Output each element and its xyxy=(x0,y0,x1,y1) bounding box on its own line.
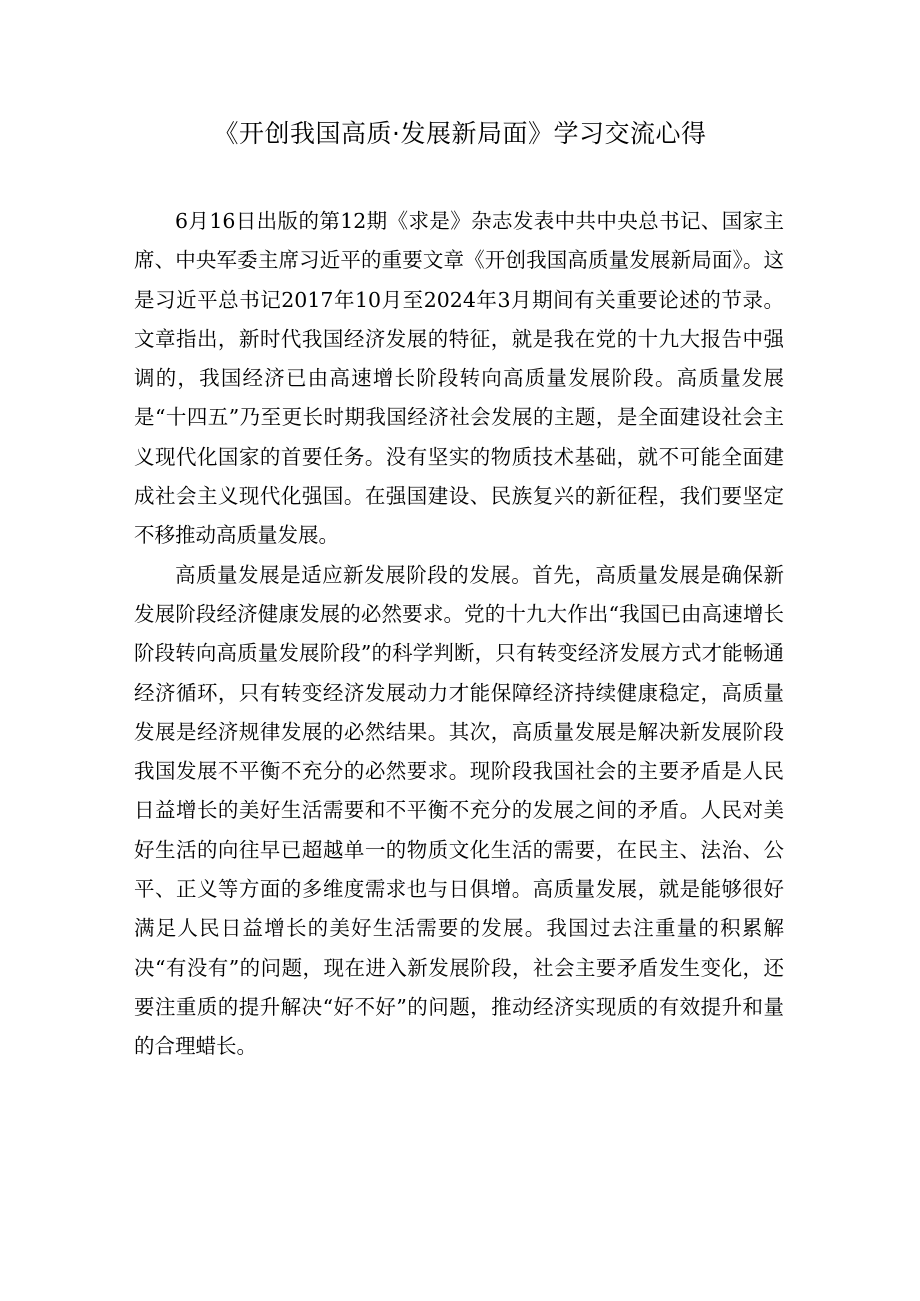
paragraph-1: 6月16日出版的第12期《求是》杂志发表中共中央总书记、国家主席、中央军委主席习近平的重要文章《开创我国高质量发展新局面》。这是习近平总书记2017年10月至2024年3月期间有关重要论述的节录。文章指出，新时代我国经济发展的特征，就是我在党的十九大报告中强调的，我国经济已由高速增长阶段转向高质量发展阶段。高质量发展是“十四五”乃至更长时期我国经济社会发展的主题，是全面建设社会主义现代化国家的首要任务。没有坚实的物质技术基础，就不可能全面建成社会主义现代化强国。在强国建设、民族复兴的新征程，我们要坚定不移推动高质量发展。 xyxy=(134,209,784,548)
document-body xyxy=(134,202,784,1067)
document-title: 《开创我国高质·发展新局面》学习交流心得 xyxy=(213,119,707,148)
paragraph-2: 高质量发展是适应新发展阶段的发展。首先，高质量发展是确保新发展阶段经济健康发展的必然要求。党的十九大作出“我国已由高速增长阶段转向高质量发展阶段”的科学判断，只有转变经济发展方式才能畅通经济循环，只有转变经济发展动力才能保障经济持续健康稳定，高质量发展是经济规律发展的必然结果。其次，高质量发展是解决新发展阶段我国发展不平衡不充分的必然要求。现阶段我国社会的主要矛盾是人民日益增长的美好生活需要和不平衡不充分的发展之间的矛盾。人民对美好生活的向往早已超越单一的物质文化生活的需要，在民主、法治、公平、正义等方面的多维度需求也与日俱增。高质量发展，就是能够很好满足人民日益增长的美好生活需要的发展。我国过去注重量的积累解决“有没有”的问题，现在进入新发展阶段，社会主要矛盾发生变化，还要注重质的提升解决“好不好”的问题，推动经济实现质的有效提升和量的合理蜡长。 xyxy=(134,562,784,1059)
